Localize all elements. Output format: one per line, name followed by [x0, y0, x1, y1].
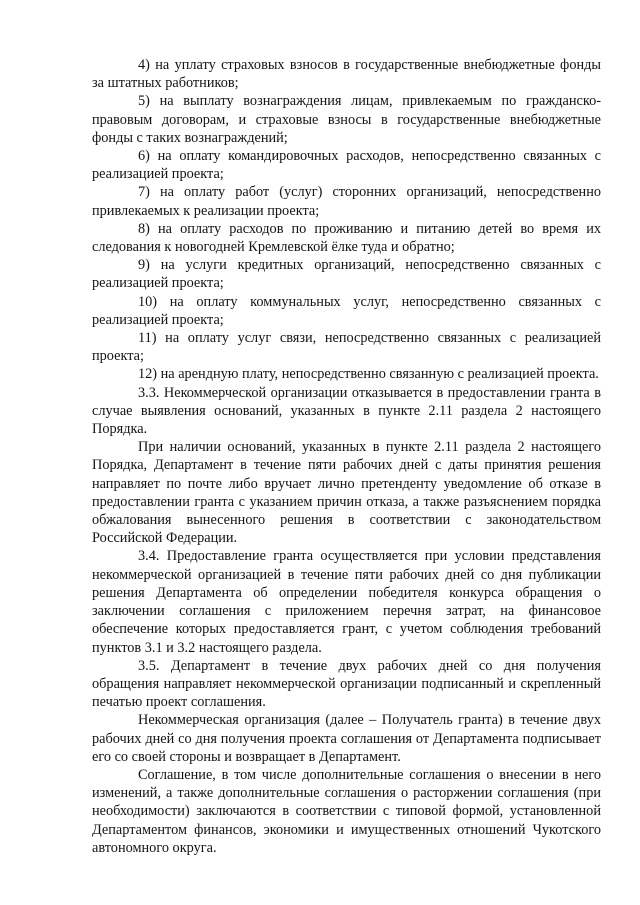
paragraph-section-3-3: 3.3. Некоммерческой организации отказывается в предоставлении гранта в случае выявления оснований, указанных в пункте 2.11 раздела 2 настоящего Порядка. [92, 384, 601, 438]
document-body [92, 56, 601, 857]
paragraph-section-3-4: 3.4. Предоставление гранта осуществляется при условии представления некоммерческой организацией в течение пяти рабочих дней со дня публикации решения Департамента об определении победителя конкурса обращения о заключении соглашения с приложением перечня затрат, на финансовое обеспечение которых предоставляется грант, с учетом соблюдения требований пунктов 3.1 и 3.2 настоящего раздела. [92, 548, 601, 656]
paragraph-refusal-notice: При наличии оснований, указанных в пункте 2.11 раздела 2 настоящего Порядка, Департамент в течение пяти рабочих дней с даты принятия решения направляет по почте либо вручает лично претенденту уведомление об отказе в предоставлении гранта с указанием причин отказа, а также разъяснением порядка обжалования вынесенного решения в соответствии с законодательством Российской Федерации. [92, 439, 601, 547]
paragraph-item-6: 6) на оплату командировочных расходов, непосредственно связанных с реализацией проекта; [92, 148, 601, 183]
paragraph-item-4: 4) на уплату страховых взносов в государственные внебюджетные фонды за штатных работников; [92, 57, 601, 92]
paragraph-grant-recipient: Некоммерческая организация (далее – Получатель гранта) в течение двух рабочих дней со дня получения проекта соглашения от Департамента подписывает его со своей стороны и возвращает в Департамент. [92, 712, 601, 765]
paragraph-item-7: 7) на оплату работ (услуг) сторонних организаций, непосредственно привлекаемых к реализации проекта; [92, 184, 601, 219]
paragraph-item-10: 10) на оплату коммунальных услуг, непосредственно связанных с реализацией проекта; [92, 293, 601, 328]
paragraph-section-3-5: 3.5. Департамент в течение двух рабочих дней со дня получения обращения направляет некоммерческой организации подписанный и скрепленный печатью проект соглашения. [92, 657, 601, 711]
paragraph-item-9: 9) на услуги кредитных организаций, непосредственно связанных с реализацией проекта; [92, 257, 601, 292]
paragraph-item-12: 12) на арендную плату, непосредственно связанную с реализацией проекта. [138, 366, 599, 383]
paragraph-agreement: Соглашение, в том числе дополнительные соглашения о внесении в него изменений, а также дополнительные соглашения о расторжении соглашения (при необходимости) заключаются в соответствии с типовой формой, установленной Департаментом финансов, экономики и имущественных отношений Чукотского автономного округа. [92, 766, 601, 856]
paragraph-item-5: 5) на выплату вознаграждения лицам, привлекаемым по гражданско-правовым договорам, и страховые взносы в государственные внебюджетные фонды с таких вознаграждений; [92, 93, 601, 146]
paragraph-item-11: 11) на оплату услуг связи, непосредственно связанных с реализацией проекта; [92, 330, 601, 365]
paragraph-item-8: 8) на оплату расходов по проживанию и питанию детей во время их следования к новогодней Кремлевской ёлке туда и обратно; [92, 220, 601, 256]
